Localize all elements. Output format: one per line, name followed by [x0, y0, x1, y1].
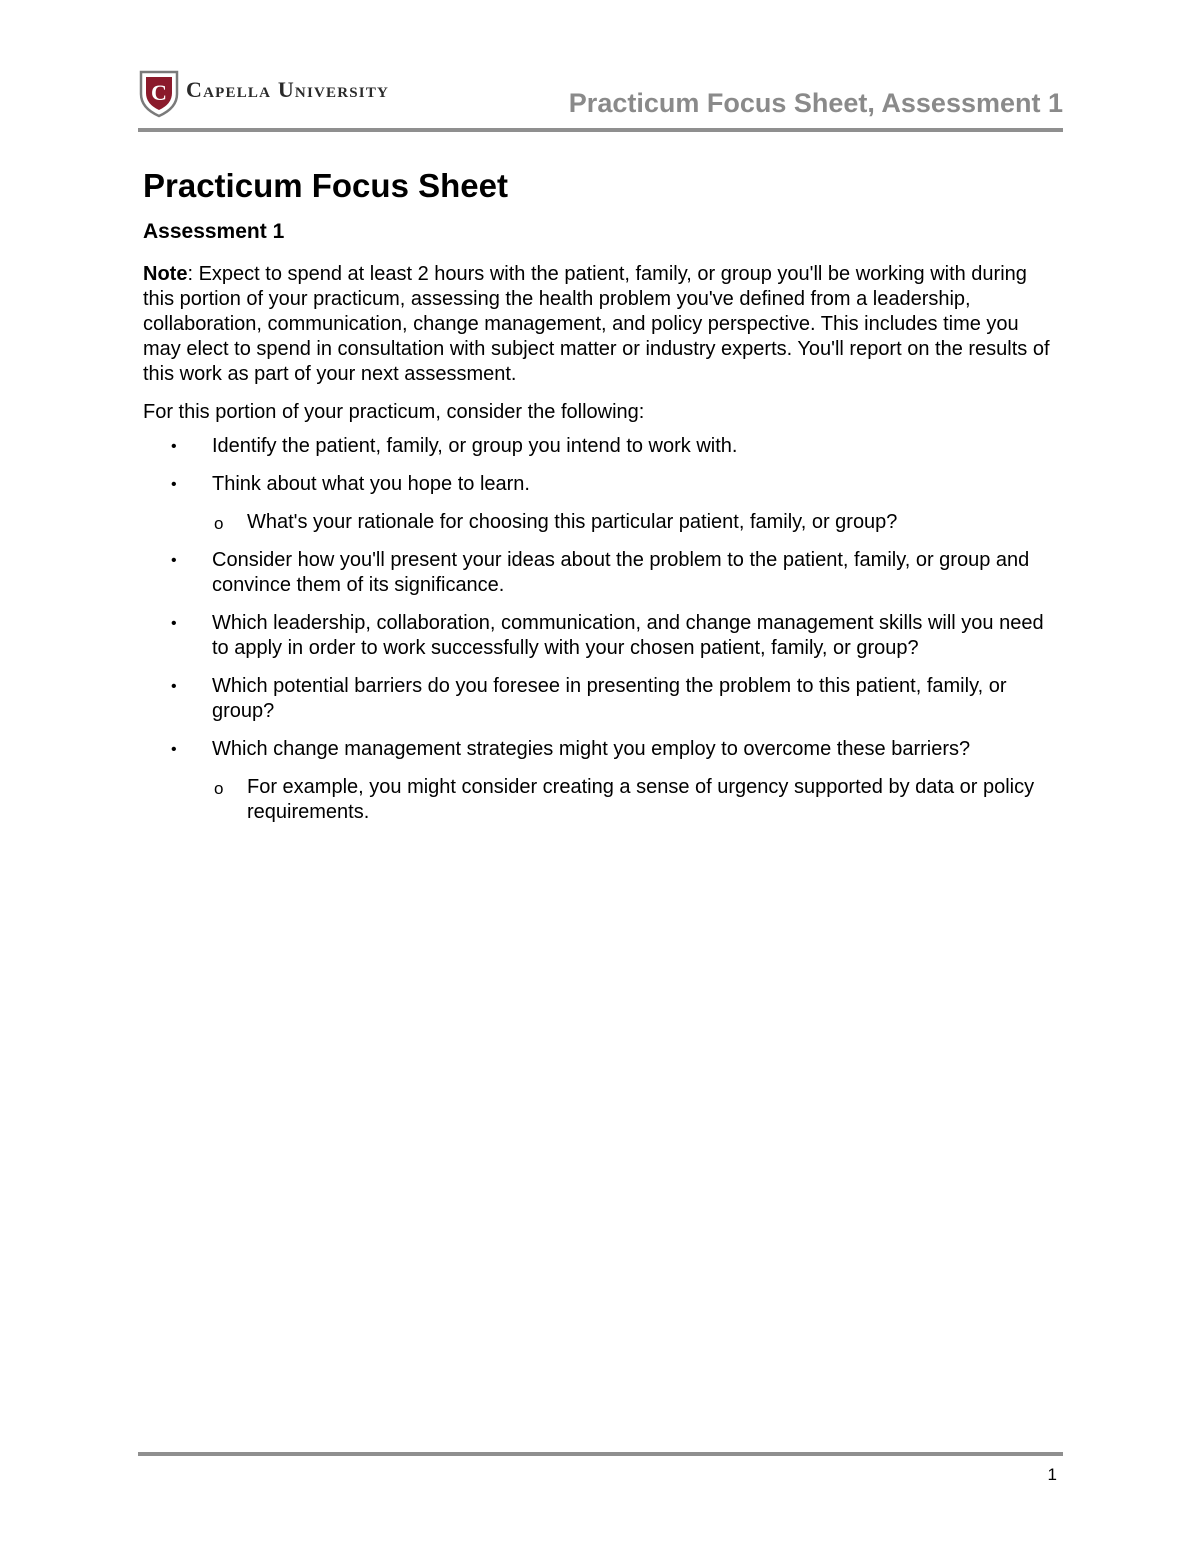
sub-list-item-text: What's your rationale for choosing this particular patient, family, or group? [247, 511, 898, 533]
sub-list-item [143, 510, 1058, 535]
consideration-list [143, 434, 1058, 825]
page-title: Practicum Focus Sheet [143, 167, 508, 204]
note-label: Note [143, 263, 188, 285]
list-item [143, 611, 1058, 661]
sub-bullet-icon: o [214, 514, 224, 533]
list-item-text: Which change management strategies might you employ to overcome these barriers? [212, 738, 971, 760]
page-header [138, 66, 1063, 132]
sub-list-item [143, 775, 1058, 825]
list-item-text: Think about what you hope to learn. [212, 473, 530, 495]
list-item [143, 548, 1058, 598]
sub-bullet-icon: o [214, 779, 224, 798]
running-title: Practicum Focus Sheet, Assessment 1 [568, 88, 1063, 118]
intro-paragraph: For this portion of your practicum, consider the following: [143, 401, 645, 423]
list-item [143, 737, 1058, 762]
bullet-icon: • [171, 678, 177, 695]
bullet-icon: • [171, 741, 177, 758]
bullet-icon: • [171, 438, 177, 455]
list-item-text: Which leadership, collaboration, communication, and change management skills will you need to apply in order to work successfully with your chosen patient, family, or group? [212, 612, 1044, 659]
list-item [143, 674, 1058, 724]
list-item-text: Consider how you'll present your ideas about the problem to the patient, family, or group and convince them of its significance. [212, 549, 1030, 596]
seal-letter: C [151, 80, 167, 105]
bullet-icon: • [171, 476, 177, 493]
shield-icon [138, 68, 180, 118]
bullet-icon: • [171, 615, 177, 632]
footer-divider [138, 1452, 1063, 1456]
logo-wordmark: Capella University [186, 77, 390, 102]
page-number: 1 [1047, 1465, 1057, 1484]
bullet-icon: • [171, 552, 177, 569]
list-item [143, 472, 1058, 497]
header-divider [138, 128, 1063, 132]
sub-list-item-text: For example, you might consider creating a sense of urgency supported by data or policy requirements. [247, 776, 1035, 823]
university-logo [138, 68, 389, 118]
list-item-text: Identify the patient, family, or group you intend to work with. [212, 435, 738, 457]
list-item-text: Which potential barriers do you foresee in presenting the problem to this patient, family, or group? [212, 675, 1007, 722]
page-subtitle: Assessment 1 [143, 220, 285, 243]
list-item [143, 434, 1058, 459]
document-body [143, 164, 1058, 825]
note-text: : Expect to spend at least 2 hours with the patient, family, or group you'll be working with during this portion of your practicum, assessing the health problem you've defined from a leadership, collaboration, communication, change management, and policy perspective. This includes time you may elect to spend in consultation with subject matter or industry experts. You'll report on the results of this work as part of your next assessment. [143, 263, 1050, 385]
note-paragraph [143, 262, 1058, 387]
